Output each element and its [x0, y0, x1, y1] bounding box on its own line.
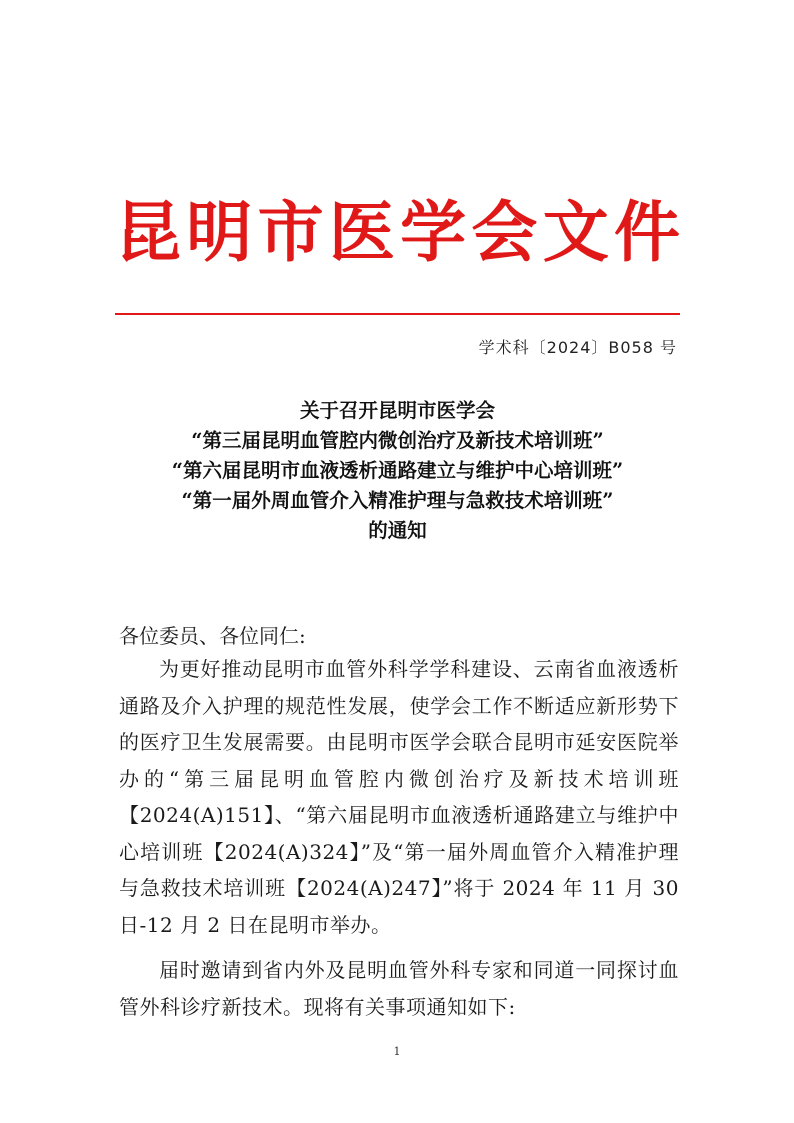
title-line: “第六届昆明市血液透析通路建立与维护中心培训班” [171, 459, 624, 482]
body-paragraph: 为更好推动昆明市血管外科学学科建设、云南省血液透析通路及介入护理的规范性发展，使学会工作不断适应新形势下的医疗卫生发展需要。由昆明市医学会联合昆明市延安医院举办的“第三届昆明血管腔内微创治疗及新技术培训班【2024(A)151】、“第六届昆明市血液透析通路建立与维护中心培训班【2024(A)324】”及“第一届外周血管介入精准护理与急救技术培训班【2024(A)247】”将于 2024 年 11 月 30 日-12 月 2 日在昆明市举办。 [119, 657, 679, 937]
title-line: 的通知 [368, 519, 427, 542]
header-divider [115, 313, 680, 315]
salutation: 各位委员、各位同仁: [119, 624, 306, 648]
header-title-char: 会 [471, 194, 538, 271]
document-number: 学术科〔2024〕B058 号 [478, 338, 677, 357]
body-paragraph: 届时邀请到省内外及昆明血管外科专家和同道一同探讨血管外科诊疗新技术。现将有关事项通知如下: [119, 958, 679, 1019]
document-header-title [115, 188, 680, 278]
header-title-char: 学 [400, 194, 467, 271]
page-number: 1 [393, 1045, 401, 1058]
notice-title [110, 396, 685, 546]
header-title-char: 件 [613, 194, 680, 271]
header-title-char: 昆 [115, 194, 181, 271]
header-title-char: 医 [328, 194, 395, 271]
title-line: 关于召开昆明市医学会 [299, 399, 495, 422]
header-title-char: 文 [542, 194, 609, 271]
header-title-char: 明 [186, 194, 253, 271]
title-line: “第一届外周血管介入精准护理与急救技术培训班” [181, 489, 614, 512]
title-line: “第三届昆明血管腔内微创治疗及新技术培训班” [191, 429, 604, 452]
header-title-char: 市 [257, 194, 324, 271]
